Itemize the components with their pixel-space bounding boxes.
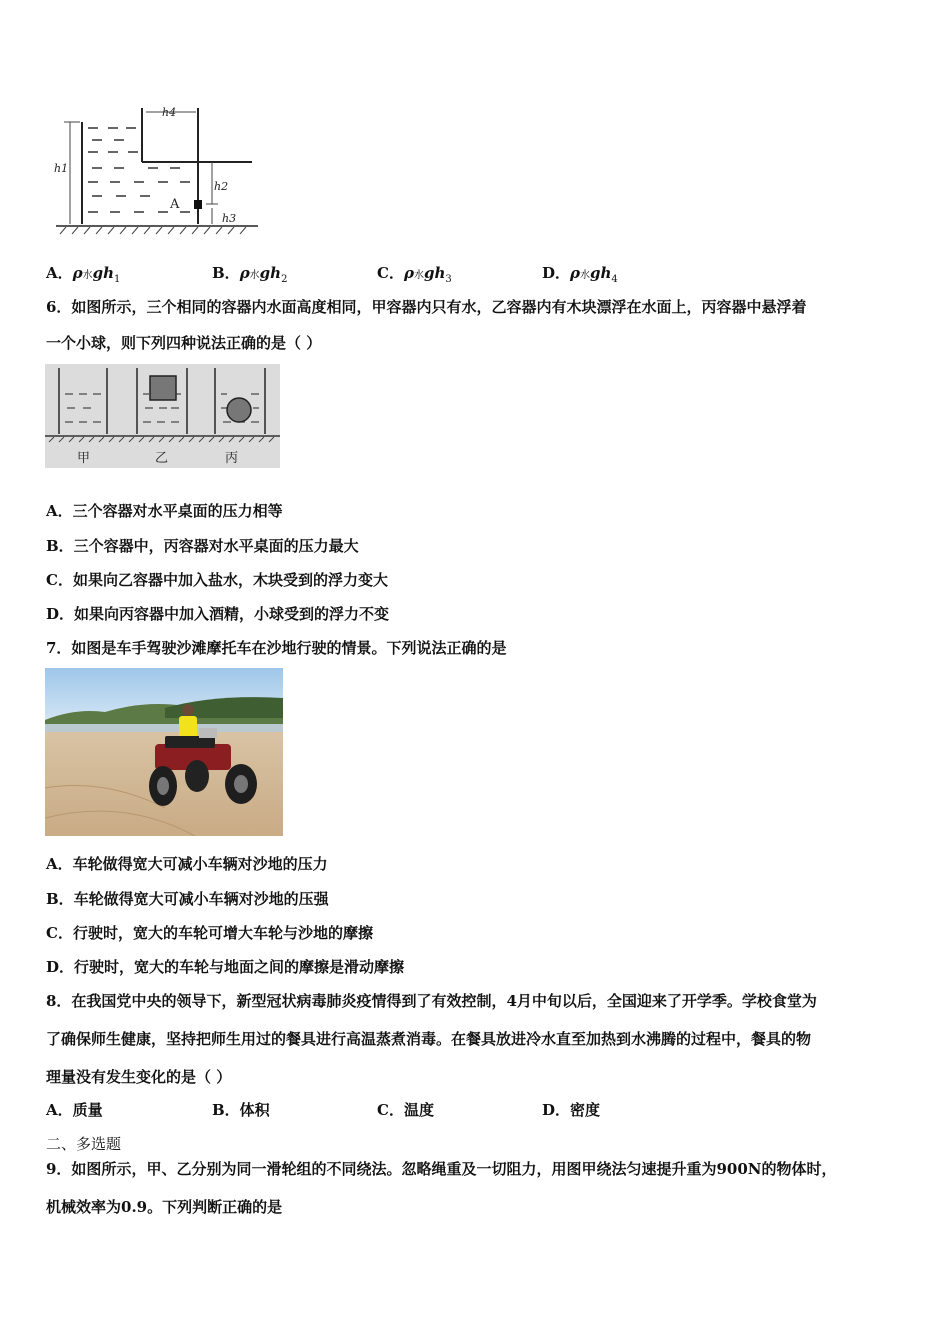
q6-stem-line2: 一个小球，则下列四种说法正确的是（ ） [46,334,322,352]
q7-option-d: D．行驶时，宽大的车轮与地面之间的摩擦是滑动摩擦 [46,958,405,976]
q6-label-yi: 乙 [155,451,169,466]
q8-stem-line1: 8．在我国党中央的领导下，新型冠状病毒肺炎疫情得到了有效控制，4月中旬以后，全国迎来了开学季。学校食堂为 [46,992,817,1010]
q6-option-a: A．三个容器对水平桌面的压力相等 [46,502,283,520]
q9-stem-line2: 机械效率为0.9。下列判断正确的是 [46,1198,283,1216]
q8-option-c: C．温度 [377,1101,434,1119]
q6-stem-line1: 6．如图所示，三个相同的容器内水面高度相同，甲容器内只有水，乙容器内有木块漂浮在水面上，丙容器中悬浮着 [46,298,807,316]
q8-option-d: D．密度 [542,1101,601,1119]
q5-option-c: C．ρ水$gh_3$ [377,264,452,285]
q5-option-b: B．ρ水$gh_2$ [212,264,288,285]
q8-option-b: B．体积 [212,1101,270,1119]
q6-label-jia: 甲 [77,451,91,466]
q7-atv-photo [45,668,283,836]
q5-option-d: D．ρ水$gh_4$ [542,264,618,285]
q6-option-d: D．如果向丙容器中加入酒精，小球受到的浮力不变 [46,605,390,623]
q6-three-containers-figure [45,364,280,468]
q5-label-h2: h2 [214,180,229,193]
q7-stem: 7．如图是车手驾驶沙滩摩托车在沙地行驶的情景。下列说法正确的是 [46,639,507,657]
q7-option-c: C．行驶时，宽大的车轮可增大车轮与沙地的摩擦 [46,924,373,942]
q5-label-h3: h3 [222,212,237,225]
q7-option-b: B．车轮做得宽大可减小车辆对沙地的压强 [46,890,329,908]
q5-label-A: A [170,197,180,212]
q6-label-bing: 丙 [225,451,239,466]
q6-option-c: C．如果向乙容器中加入盐水，木块受到的浮力变大 [46,571,388,589]
q9-stem-line1: 9．如图所示，甲、乙分别为同一滑轮组的不同绕法。忽略绳重及一切阻力，用图甲绕法匀速提升重为900N的物体时， [46,1160,837,1178]
q8-stem-line3: 理量没有发生变化的是（ ） [46,1068,232,1086]
q6-option-b: B．三个容器中，丙容器对水平桌面的压力最大 [46,537,359,555]
q5-container-figure [52,100,262,235]
q5-label-h1: h1 [54,162,69,175]
q8-stem-line2: 了确保师生健康，坚持把师生用过的餐具进行高温蒸煮消毒。在餐具放进冷水直至加热到水沸腾的过程中，餐具的物 [46,1030,812,1048]
q5-label-h4: h4 [162,106,177,119]
section-title-multi-choice: 二、多选题 [46,1135,122,1153]
q7-option-a: A．车轮做得宽大可减小车辆对沙地的压力 [46,855,328,873]
q8-option-a: A．质量 [46,1101,103,1119]
q5-option-a: A．ρ水$gh_1$ [46,264,121,285]
